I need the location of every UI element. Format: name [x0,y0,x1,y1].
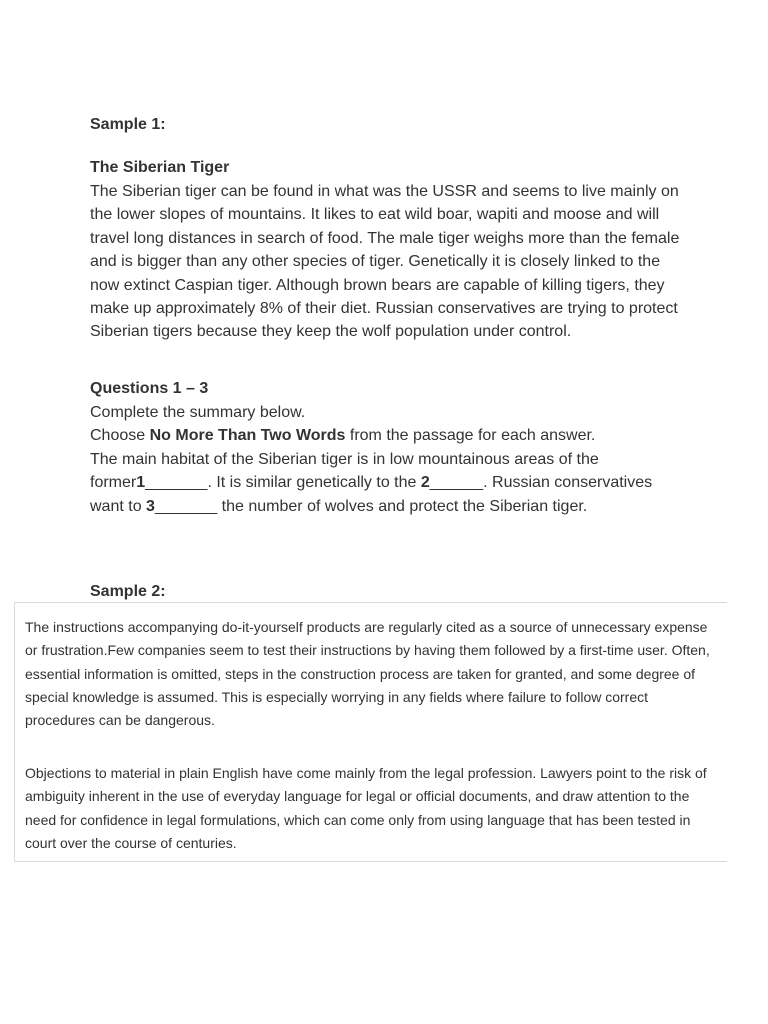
sample2-label: Sample 2: [90,583,166,600]
sample2-paragraph-1: The instructions accompanying do-it-yourself products are regularly cited as a source of unnecessary expense or frustration.Few companies seem to test their instructions by having them followed by a first-time user. Often, essential information is omitted, steps in the construction process are taken for granted, and some degree of special knowledge is assumed. This is especially worrying in any fields where failure to follow correct procedures can be dangerous. [25,619,710,729]
sample1-label: Sample 1: [90,116,166,133]
blank-1: _______ [145,474,208,492]
choose-suffix: from the passage for each answer. [345,427,596,445]
word-limit: No More Than Two Words [149,427,346,445]
blank-1-number: 1 [136,474,146,492]
summary-part-1: The main habitat of the Siberian tiger is in low mountainous areas of the former [90,450,599,492]
blank-3-number: 3 [146,497,155,515]
passage-body: The Siberian tiger can be found in what was the USSR and seems to live mainly on the lower slopes of mountains. It likes to eat wild boar, wapiti and moose and will travel long distances in search of food. The male tiger weighs more than the female and is bigger than any other species of tiger. Genetically it is closely linked to the now extinct Caspian tiger. Although brown bears are capable of killing tigers, they make up approximately 8% of their diet. Russian conservatives are trying to protect Siberian tigers because they keep the wolf population under control. [90,183,680,341]
choose-prefix: Choose [90,427,150,445]
summary-part-3: . Russian conservatives want to [90,474,653,515]
passage-title: The Siberian Tiger [90,159,230,176]
questions-heading: Questions 1 – 3 [90,380,209,397]
questions-choose-line [90,424,690,447]
sample2-paragraph-2: Objections to material in plain English have come mainly from the legal profession. Lawyers point to the risk of ambiguity inherent in the use of everyday language for legal or official documents, and draw attention to the need for confidence in legal formulations, which can come only from using language that has been tested in court over the course of centuries. [25,765,707,851]
blank-2-number: 2 [420,474,430,492]
blank-2: ______ [429,474,484,492]
summary-text [90,448,690,518]
sample2-box [14,602,727,862]
questions-body [90,401,690,518]
questions-instruction: Complete the summary below. [90,404,306,421]
blank-3: _______ [154,497,218,515]
summary-part-4: the number of wolves and protect the Siberian tiger. [217,497,588,515]
summary-part-2: . It is similar genetically to the [207,474,421,492]
